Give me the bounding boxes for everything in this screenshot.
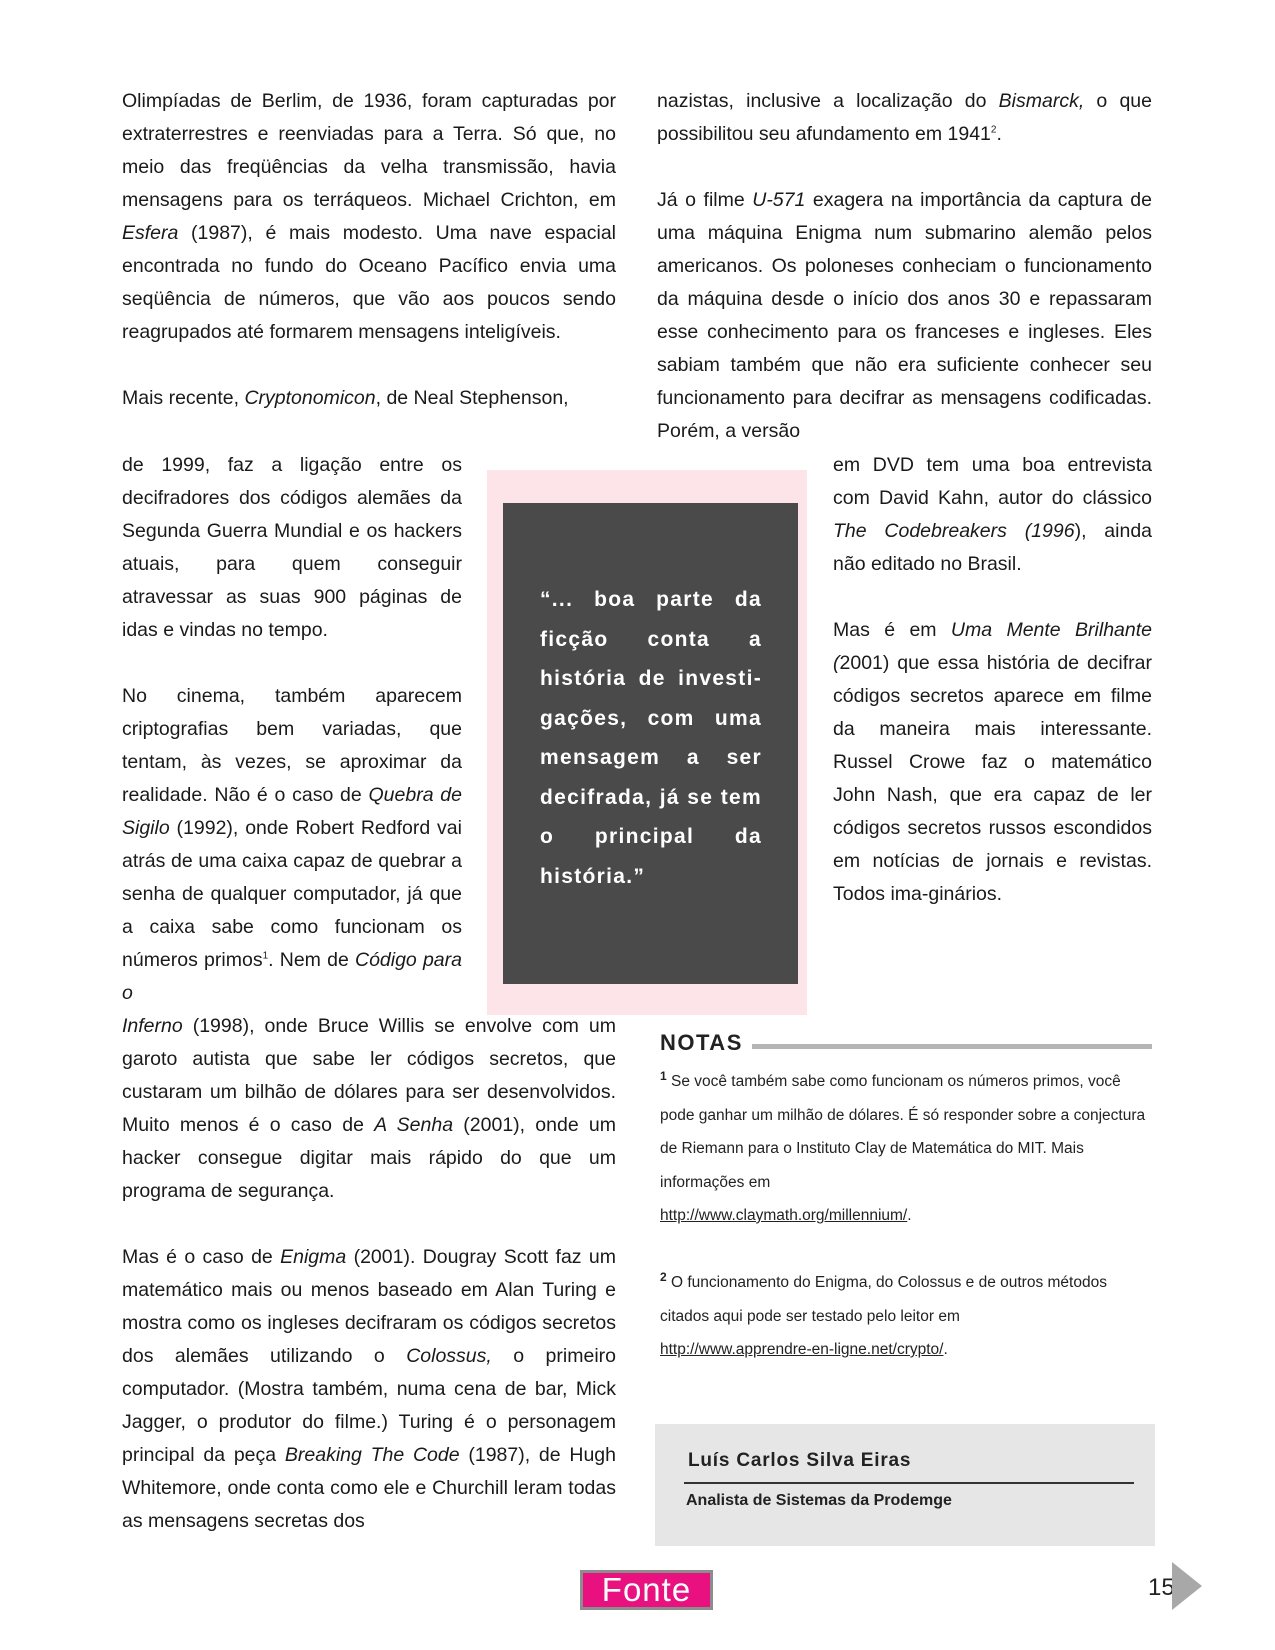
paragraph-2-end: de 1999, faz a ligação entre os decifradores dos códigos alemães da Segunda Guerra Mundial e os hackers atuais, para quem conseguir atravessar as suas 900 páginas de idas e vindas no tempo. xyxy=(122,454,462,641)
right-paragraph-1: nazistas, inclusive a localização do Bismarck, o que possibilitou seu afundamento em 1941$^2$. xyxy=(657,90,1152,145)
right-paragraph-3: Mas é em Uma Mente Brilhante (2001) que essa história de decifrar códigos secretos aparece em filme da maneira mais interessante. Russel Crowe faz o matemático John Nash, que era capaz de ler códigos secretos russos escondidos em notícias de jornais e revistas. Todos ima-ginários. xyxy=(833,619,1152,905)
notes-divider xyxy=(752,1044,1152,1049)
page-arrow-icon xyxy=(1172,1562,1202,1610)
author-box xyxy=(655,1424,1155,1546)
footnote-1-number: 1 xyxy=(660,1068,667,1083)
author-role: Analista de Sistemas da Prodemge xyxy=(686,1492,952,1509)
right-paragraph-2-start: Já o filme U-571 exagera na importância da captura de uma máquina Enigma num submarino alemão pelos americanos. Os poloneses conheciam o funcionamento da máquina desde o início dos anos 30 e repassaram esse conhecimento para os franceses e ingleses. Eles sabiam também que não era suficiente conhecer seu funcionamento para decifrar as mensagens codificadas. Porém, a versão xyxy=(657,189,1152,442)
right-column-narrow xyxy=(833,449,1152,911)
footnote-1-link[interactable]: http://www.claymath.org/millennium/ xyxy=(660,1207,908,1224)
paragraph-2-start: Mais recente, Cryptonomicon, de Neal Stephenson, xyxy=(122,387,569,409)
right-column-top xyxy=(657,85,1152,448)
left-column-bottom xyxy=(122,1010,616,1538)
paragraph-4: Mas é o caso de Enigma (2001). Dougray Scott faz um matemático mais ou menos baseado em Alan Turing e mostra como os ingleses decifraram os códigos secretos dos alemães utilizando o Colossus, o primeiro computador. (Mostra também, numa cena de bar, Mick Jagger, o produtor do filme.) Turing é o personagem principal da peça Breaking The Code (1987), de Hugh Whitemore, onde conta como ele e Churchill leram todas as mensagens secretas dos xyxy=(122,1246,616,1532)
author-divider xyxy=(684,1482,1134,1484)
fonte-logo-text: Fonte xyxy=(601,1571,692,1608)
left-column-top xyxy=(122,85,616,415)
paragraph-1: Olimpíadas de Berlim, de 1936, foram capturadas por extraterrestres e reenviadas para a Terra. Só que, no meio das freqüências da velha transmissão, havia mensagens para os terráqueos. Michael Crichton, em Esfera (1987), é mais modesto. Uma nave espacial encontrada no fundo do Oceano Pacífico envia uma seqüência de números, que vão aos poucos sendo reagrupados até formarem mensagens inteligíveis. xyxy=(122,90,616,343)
right-paragraph-2-end: em DVD tem uma boa entrevista com David Kahn, autor do clássico The Codebreakers (1996), ainda não editado no Brasil. xyxy=(833,454,1153,575)
footnote-1: $^1$ Se você também sabe como funcionam os números primos, você pode ganhar um milhão de dólares. É só responder sobre a conjectura de Riemann para o Instituto Clay de Matemática do MIT. Mais informações em http://www.claymath.org/millennium/. xyxy=(660,1068,1146,1224)
page-number: 15 xyxy=(1148,1574,1175,1601)
footnote-2: $^2$ O funcionamento do Enigma, do Colossus e de outros métodos citados aqui pode ser testado pelo leitor em http://www.apprendre-en-ligne.net/crypto/. xyxy=(660,1269,1107,1358)
author-name: Luís Carlos Silva Eiras xyxy=(688,1450,912,1471)
paragraph-3-end: Inferno (1998), onde Bruce Willis se envolve com um garoto autista que sabe ler códigos secretos, que custaram um bilhão de dólares para ser desenvolvidos. Muito menos é o caso de A Senha (2001), onde um hacker consegue digitar mais rápido do que um programa de segurança. xyxy=(122,1015,616,1202)
footnote-2-number: 2 xyxy=(660,1269,667,1284)
left-column-narrow xyxy=(122,449,462,1010)
notes-heading: NOTAS xyxy=(660,1030,743,1055)
fonte-logo xyxy=(580,1570,713,1610)
footnote-2-link[interactable]: http://www.apprendre-en-ligne.net/crypto/ xyxy=(660,1341,944,1358)
pull-quote-text: “... boa parte da ficção conta a história de investi-gações, com uma mensagem a ser decifrada, já se tem o principal da história.” xyxy=(540,588,762,888)
paragraph-3-start: No cinema, também aparecem criptografias bem variadas, que tentam, às vezes, se aproximar da realidade. Não é o caso de Quebra de Sigilo (1992), onde Robert Redford vai atrás de uma caixa capaz de quebrar a senha de qualquer computador, já que a caixa sabe como funcionam os números primos$^1$. Nem de Código para o xyxy=(122,685,462,1004)
